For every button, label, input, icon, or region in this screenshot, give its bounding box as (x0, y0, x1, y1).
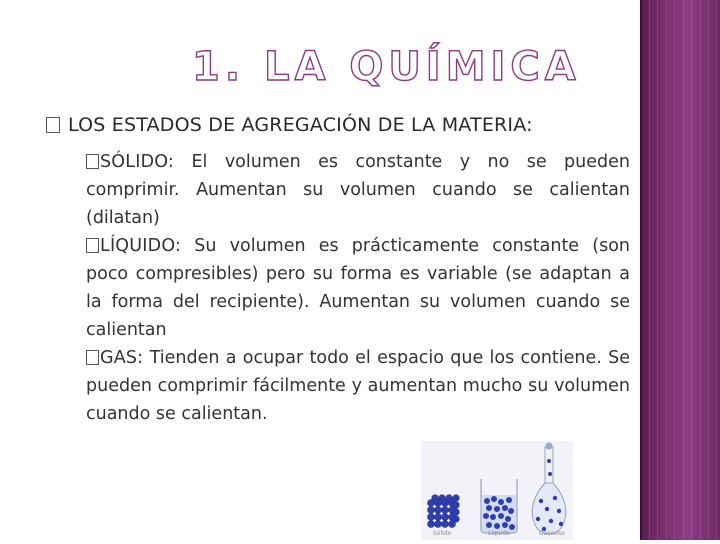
states-illustration (421, 441, 573, 540)
item-text: El volumen es constante y no se pueden comprimir. Aumentan su volumen cuando se calientan (dilatan) (86, 152, 630, 228)
states-illustration-svg (421, 441, 573, 540)
figure-label-liquid: Líquido (488, 530, 510, 537)
item-lead: LÍQUIDO: (100, 236, 182, 256)
band-line (716, 0, 717, 540)
states-list (86, 148, 630, 428)
list-item-solid (86, 148, 630, 232)
bullet-box-icon (86, 350, 99, 365)
item-lead: SÓLIDO: (100, 152, 175, 172)
band-line (691, 0, 692, 540)
bullet-box-icon (86, 238, 99, 253)
gas-flask-icon (532, 443, 566, 535)
bullet-box-icon (46, 117, 60, 133)
section-heading (46, 110, 634, 140)
figure-label-gas: Gaseoso (539, 530, 565, 537)
liquid-beaker-icon (481, 479, 517, 533)
item-lead: GAS: (100, 348, 144, 368)
band-divider (640, 0, 642, 540)
bullet-box-icon (86, 154, 99, 169)
band-line (708, 0, 709, 540)
band-line (674, 0, 675, 540)
slide-title: 1. LA QUÍMICA (192, 44, 581, 90)
decorative-side-band (640, 0, 720, 540)
figure-label-solid: Sólido (433, 530, 452, 537)
band-line (649, 0, 650, 540)
solid-particles-icon (427, 495, 459, 528)
section-heading-text: LOS ESTADOS DE AGREGACIÓN DE LA MATERIA: (68, 114, 533, 136)
band-line (657, 0, 658, 540)
content-column (46, 110, 634, 428)
item-text: Tienden a ocupar todo el espacio que los contiene. Se pueden comprimir fácilmente y aumentan mucho su volumen cuando se calientan. (86, 348, 630, 424)
item-text: Su volumen es prácticamente constante (son poco compresibles) pero su forma es variable (se adaptan a la forma del recipiente). Aumentan su volumen cuando se calientan (86, 236, 630, 340)
band-line (666, 0, 667, 540)
list-item-liquid (86, 232, 630, 344)
band-line (683, 0, 684, 540)
list-item-gas (86, 344, 630, 428)
band-line (700, 0, 701, 540)
